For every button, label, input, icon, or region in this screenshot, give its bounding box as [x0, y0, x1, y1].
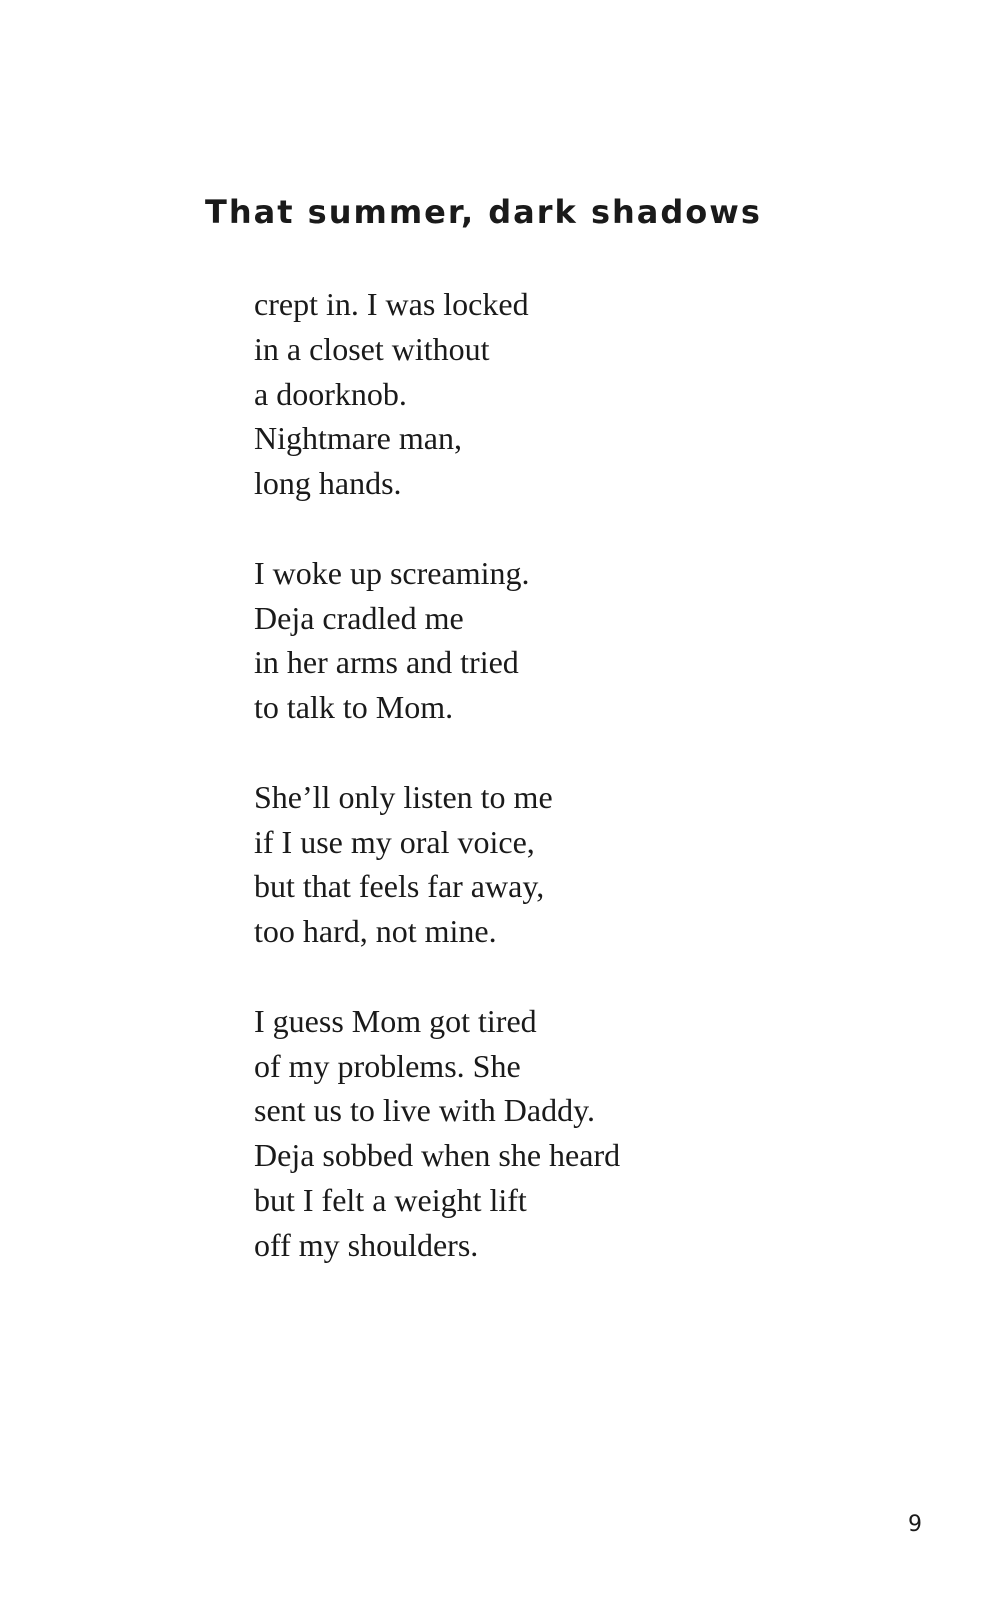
poem-line: in her arms and tried	[254, 644, 519, 681]
poem-line: Deja cradled me	[254, 599, 464, 636]
poem-line: off my shoulders.	[254, 1226, 479, 1263]
poem-line: but I felt a weight lift	[254, 1181, 527, 1218]
poem-body	[254, 282, 874, 1312]
poem-line: I woke up screaming.	[254, 554, 530, 591]
poem-line: Deja sobbed when she heard	[254, 1137, 621, 1174]
poem-title: That summer, dark shadows	[205, 193, 762, 231]
stanza	[254, 282, 874, 506]
poem-line: long hands.	[254, 465, 402, 502]
poem-line: a doorknob.	[254, 375, 407, 412]
poem-line: crept in. I was locked	[254, 286, 529, 322]
poem-line: of my problems. She	[254, 1047, 521, 1084]
poem-line: sent us to live with Daddy.	[254, 1092, 595, 1129]
poem-line: but that feels far away,	[254, 868, 545, 905]
poem-line: to talk to Mom.	[254, 689, 454, 726]
stanza	[254, 551, 874, 730]
poem-line: if I use my oral voice,	[254, 823, 535, 860]
stanza	[254, 775, 874, 954]
poem-line: I guess Mom got tired	[254, 1002, 537, 1039]
poem-line: in a closet without	[254, 330, 490, 367]
poem-line: Nightmare man,	[254, 420, 462, 457]
poem-line: She’ll only listen to me	[254, 778, 553, 815]
page-number: 9	[908, 1512, 922, 1537]
stanza	[254, 999, 874, 1268]
poem-line: too hard, not mine.	[254, 913, 497, 950]
